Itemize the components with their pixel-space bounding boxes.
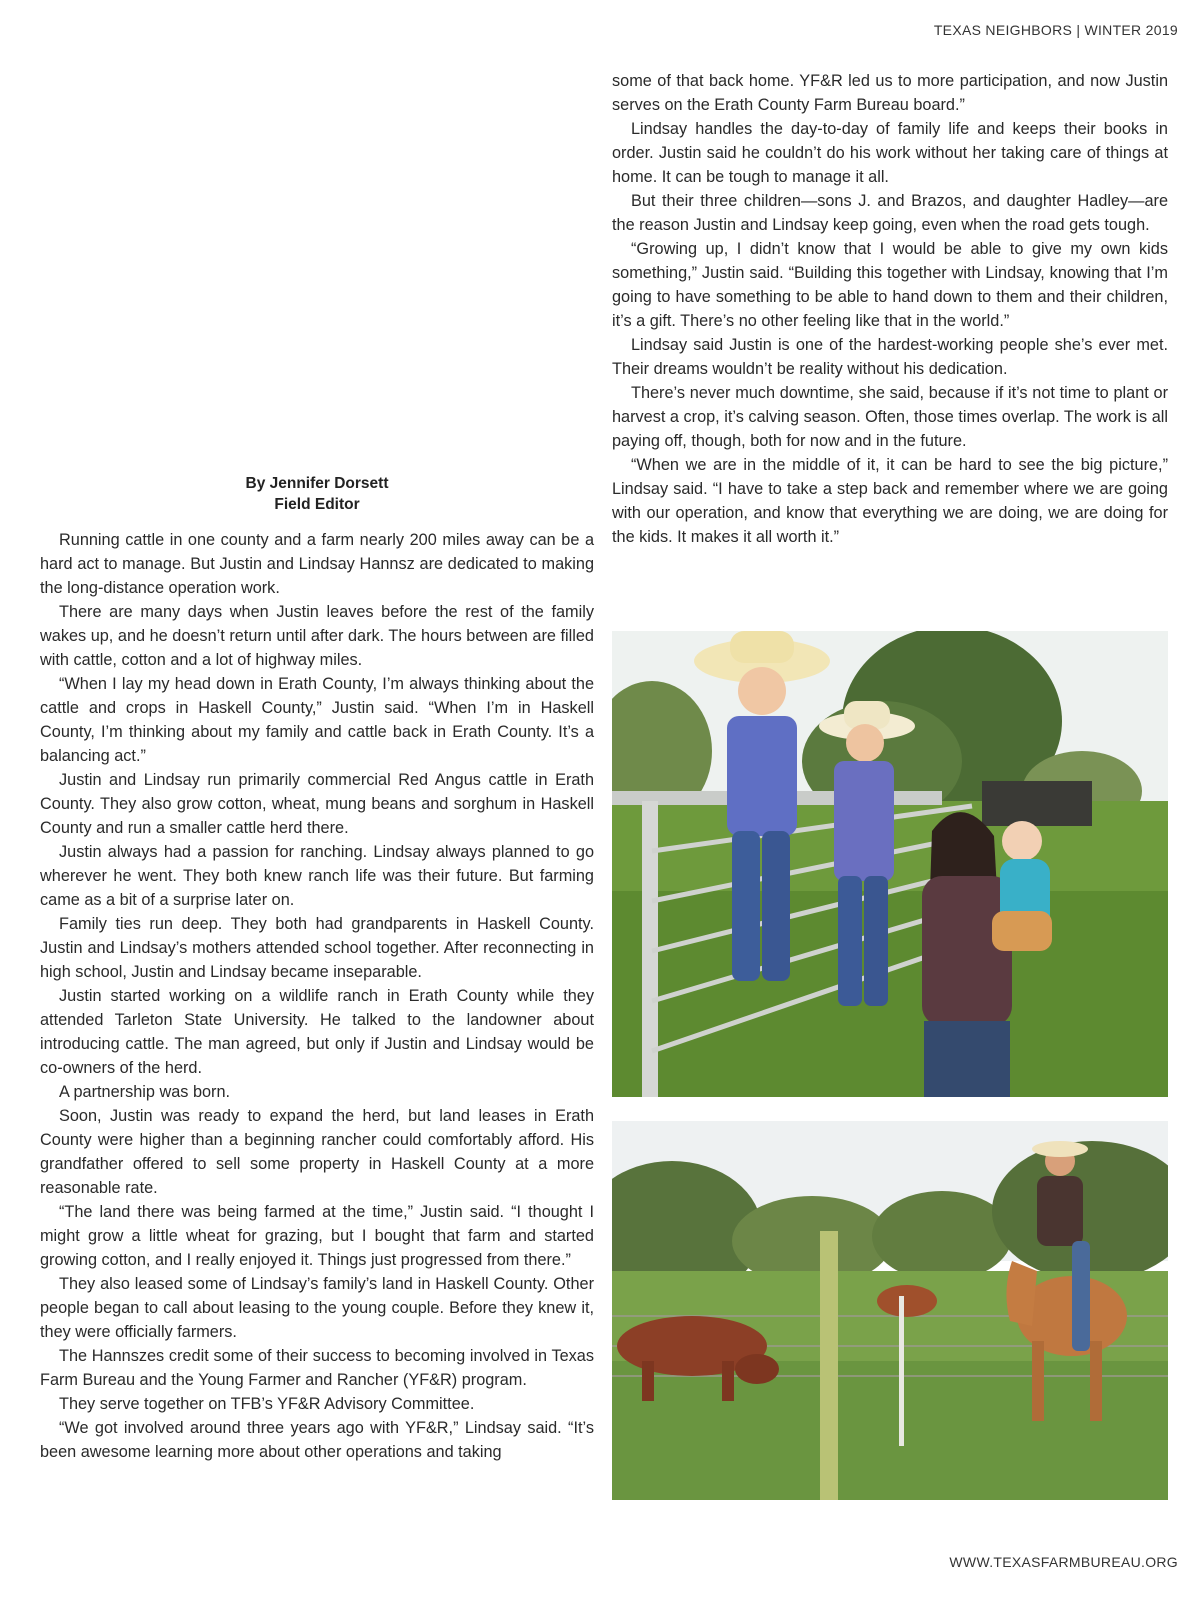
paragraph: “The land there was being farmed at the time,” Justin said. “I thought I might grow a little wheat for grazing, but I bought that farm and started growing cotton, and I really enjoyed it. Things just progressed from there.” (40, 1203, 594, 1269)
rider-with-cattle-photo (612, 1121, 1168, 1500)
paragraph: Justin started working on a wildlife ranch in Erath County while they attended Tarleton State University. He talked to the landowner about introducing cattle. The man agreed, but only if Justin and Lindsay would be co-owners of the herd. (40, 987, 594, 1077)
paragraph: They serve together on TFB’s YF&R Advisory Committee. (59, 1395, 475, 1413)
running-head: TEXAS NEIGHBORS | WINTER 2019 (933, 22, 1178, 38)
footer-website-url[interactable]: WWW.TEXASFARMBUREAU.ORG (949, 1554, 1178, 1570)
paragraph: They also leased some of Lindsay’s family’s land in Haskell County. Other people began to call about leasing to the young couple. Before they knew it, they were officially farmers. (40, 1275, 594, 1341)
paragraph: Lindsay said Justin is one of the hardest-working people she’s ever met. Their dreams wouldn’t be reality without his dedication. (612, 336, 1168, 378)
paragraph: Soon, Justin was ready to expand the herd, but land leases in Erath County were higher than a beginning rancher could comfortably afford. His grandfather offered to sell some property in Haskell County at a more reasonable rate. (40, 1107, 594, 1197)
byline-author: By Jennifer Dorsett (245, 475, 389, 492)
paragraph: There are many days when Justin leaves before the rest of the family wakes up, and he doesn’t return until after dark. The hours between are filled with cattle, cotton and a lot of highway miles. (40, 603, 594, 669)
paragraph: “We got involved around three years ago with YF&R,” Lindsay said. “It’s been awesome learning more about other operations and taking (40, 1419, 594, 1461)
paragraph: Lindsay handles the day-to-day of family life and keeps their books in order. Justin said he couldn’t do his work without her taking care of things at home. It can be tough to manage it all. (612, 120, 1168, 186)
paragraph: There’s never much downtime, she said, because if it’s not time to plant or harvest a crop, it’s calving season. Often, those times overlap. The work is all paying off, though, both for now and in the future. (612, 384, 1168, 450)
paragraph-continuation: some of that back home. YF&R led us to more participation, and now Justin serves on the Erath County Farm Bureau board.” (612, 72, 1168, 114)
paragraph: Justin and Lindsay run primarily commercial Red Angus cattle in Erath County. They also grow cotton, wheat, mung beans and sorghum in Haskell County and run a smaller cattle herd there. (40, 771, 594, 837)
article-left-column (40, 528, 594, 1464)
paragraph: Family ties run deep. They both had grandparents in Haskell County. Justin and Lindsay’s mothers attended school together. After reconnecting in high school, Justin and Lindsay became inseparable. (40, 915, 594, 981)
family-at-fence-photo (612, 631, 1168, 1097)
rider-with-cattle-illustration (612, 1121, 1168, 1500)
paragraph: A partnership was born. (59, 1083, 231, 1101)
family-at-fence-illustration (612, 631, 1168, 1097)
paragraph: Running cattle in one county and a farm nearly 200 miles away can be a hard act to manage. But Justin and Lindsay Hannsz are dedicated to making the long-distance operation work. (40, 531, 594, 597)
paragraph: “When we are in the middle of it, it can be hard to see the big picture,” Lindsay said. “I have to take a step back and remember where we are going with our operation, and know that everything we are doing, we are doing for the kids. It makes it all worth it.” (612, 456, 1168, 546)
paragraph: Justin always had a passion for ranching. Lindsay always planned to go wherever he went. They both knew ranch life was their future. But farming came as a bit of a surprise later on. (40, 843, 594, 909)
paragraph: The Hannszes credit some of their success to becoming involved in Texas Farm Bureau and the Young Farmer and Rancher (YF&R) program. (40, 1347, 594, 1389)
paragraph: But their three children—sons J. and Brazos, and daughter Hadley—are the reason Justin and Lindsay keep going, even when the road gets tough. (612, 192, 1168, 234)
byline (40, 473, 594, 515)
article-right-column (612, 69, 1168, 549)
paragraph: “Growing up, I didn’t know that I would be able to give my own kids something,” Justin said. “Building this together with Lindsay, knowing that I’m going to have something to be able to hand down to them and their children, it’s a gift. There’s no other feeling like that in the world.” (612, 240, 1168, 330)
paragraph: “When I lay my head down in Erath County, I’m always thinking about the cattle and crops in Haskell County,” Justin said. “When I’m in Haskell County, I’m thinking about my family and cattle back in Erath County. It’s a balancing act.” (40, 675, 594, 765)
byline-role: Field Editor (274, 496, 360, 513)
